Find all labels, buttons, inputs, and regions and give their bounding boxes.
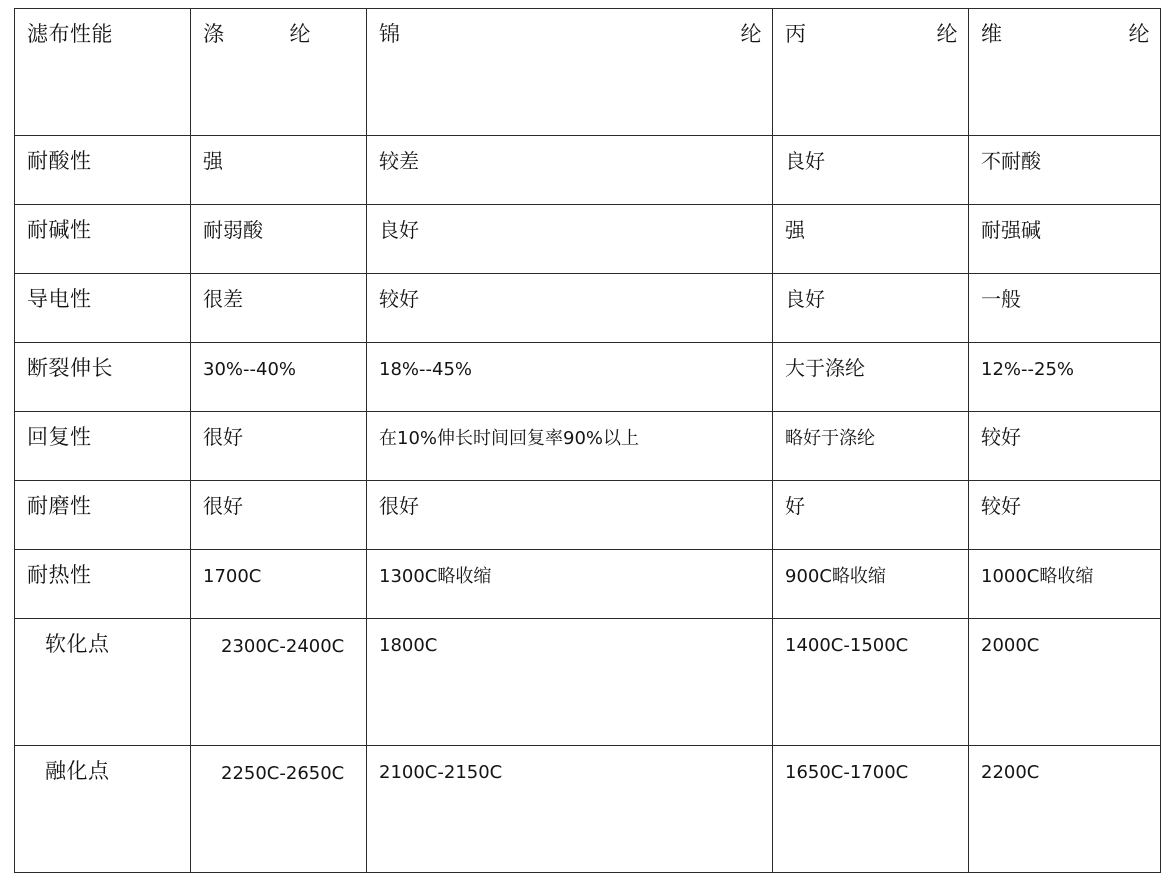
table-row: [15, 481, 1161, 550]
row-cell: 2100C-2150C: [367, 746, 773, 873]
table-row: [15, 205, 1161, 274]
row-label: 融化点: [15, 746, 191, 873]
row-cell: 在10%伸长时间回复率90%以上: [367, 412, 773, 481]
fabric-properties-table: [14, 8, 1161, 873]
row-cell: 强: [773, 205, 969, 274]
row-cell: 较好: [969, 481, 1161, 550]
row-cell: 1400C-1500C: [773, 619, 969, 746]
row-cell: 30%--40%: [191, 343, 367, 412]
header-label-property: 滤布性能: [27, 22, 113, 46]
header-cell-nylon: [367, 9, 773, 136]
row-cell: 1300C略收缩: [367, 550, 773, 619]
row-label: 耐热性: [15, 550, 191, 619]
row-label: 软化点: [15, 619, 191, 746]
row-label: 导电性: [15, 274, 191, 343]
row-cell: 2300C-2400C: [191, 619, 367, 746]
header-label-polypropylene: 丙纶: [785, 22, 958, 46]
row-cell: 2000C: [969, 619, 1161, 746]
row-cell: 耐弱酸: [191, 205, 367, 274]
row-cell: 好: [773, 481, 969, 550]
table-row: [15, 619, 1161, 746]
table-row: [15, 412, 1161, 481]
row-cell: 耐强碱: [969, 205, 1161, 274]
header-label-nylon: 锦纶: [379, 22, 762, 46]
row-cell: 1800C: [367, 619, 773, 746]
row-label: 耐酸性: [15, 136, 191, 205]
row-cell: 很好: [191, 412, 367, 481]
row-label: 回复性: [15, 412, 191, 481]
row-cell: 12%--25%: [969, 343, 1161, 412]
row-cell: 良好: [367, 205, 773, 274]
row-cell: 1700C: [191, 550, 367, 619]
header-label-vinylon: 维纶: [981, 22, 1150, 46]
row-label: 断裂伸长: [15, 343, 191, 412]
table-header-row: [15, 9, 1161, 136]
row-cell: 不耐酸: [969, 136, 1161, 205]
row-cell: 1650C-1700C: [773, 746, 969, 873]
row-cell: 较好: [969, 412, 1161, 481]
row-cell: 2250C-2650C: [191, 746, 367, 873]
row-cell: 很好: [367, 481, 773, 550]
table-row: [15, 746, 1161, 873]
table-row: [15, 550, 1161, 619]
row-cell: 大于涤纶: [773, 343, 969, 412]
row-cell: 2200C: [969, 746, 1161, 873]
row-cell: 较好: [367, 274, 773, 343]
row-cell: 较差: [367, 136, 773, 205]
header-cell-polypropylene: [773, 9, 969, 136]
row-label: 耐碱性: [15, 205, 191, 274]
row-cell: 良好: [773, 136, 969, 205]
header-label-polyester: 涤纶: [203, 22, 311, 46]
row-label: 耐磨性: [15, 481, 191, 550]
header-cell-property: [15, 9, 191, 136]
header-cell-vinylon: [969, 9, 1161, 136]
row-cell: 略好于涤纶: [773, 412, 969, 481]
row-cell: 良好: [773, 274, 969, 343]
row-cell: 一般: [969, 274, 1161, 343]
table-row: [15, 274, 1161, 343]
header-cell-polyester: [191, 9, 367, 136]
row-cell: 很差: [191, 274, 367, 343]
table-row: [15, 136, 1161, 205]
row-cell: 1000C略收缩: [969, 550, 1161, 619]
table-row: [15, 343, 1161, 412]
row-cell: 很好: [191, 481, 367, 550]
row-cell: 900C略收缩: [773, 550, 969, 619]
row-cell: 强: [191, 136, 367, 205]
row-cell: 18%--45%: [367, 343, 773, 412]
